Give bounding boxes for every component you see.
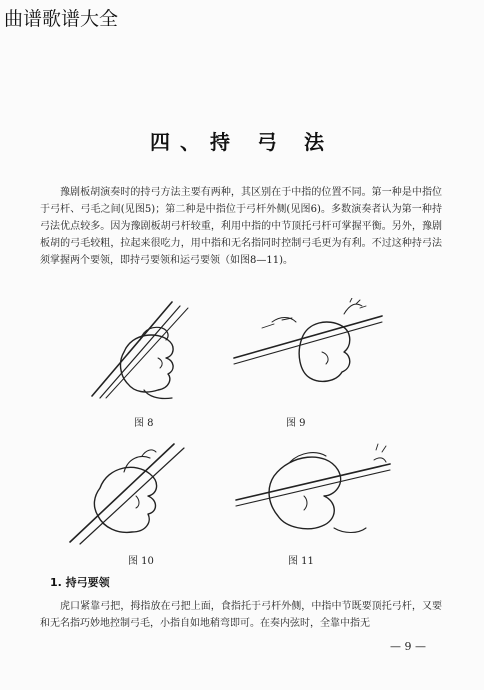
- figure-10-caption: 图 10: [128, 556, 154, 567]
- figure-8-caption: 图 8: [134, 418, 154, 429]
- chapter-title: 四、持 弓 法: [150, 130, 334, 154]
- section-heading: 1. 持弓要领: [50, 576, 110, 589]
- figure-9-illustration: [232, 298, 387, 393]
- site-watermark: 曲谱歌谱大全: [4, 8, 119, 30]
- figure-10-illustration: [66, 436, 191, 546]
- figure-11-illustration: [234, 436, 394, 546]
- figure-9-caption: 图 9: [286, 418, 306, 429]
- page-number: — 9 —: [390, 640, 426, 653]
- figure-11-caption: 图 11: [288, 556, 314, 567]
- section-paragraph: 虎口紧靠弓把，拇指放在弓把上面，食指托于弓杆外侧，中指中节既要顶托弓杆，又要和无名指巧妙地控制弓毛，小指自如地稍弯即可。在奏内弦时，全靠中指无: [40, 601, 442, 629]
- figure-8-illustration: [88, 298, 208, 403]
- intro-paragraph: 豫剧板胡演奏时的持弓方法主要有两种，其区别在于中指的位置不同。第一种是中指位于弓杆、弓毛之间(见图5)；第二种是中指位于弓杆外侧(见图6)。多数演奏者认为第一种持弓法优点较多。因为豫剧板胡弓杆较重，利用中指的中节顶托弓杆可掌握平衡。另外，豫剧板胡的弓毛较粗，拉起来很吃力，用中指和无名指同时控制弓毛更为有利。不过这种持弓法须掌握两个要领，即持弓要领和运弓要领（如图8—11)。: [40, 187, 442, 266]
